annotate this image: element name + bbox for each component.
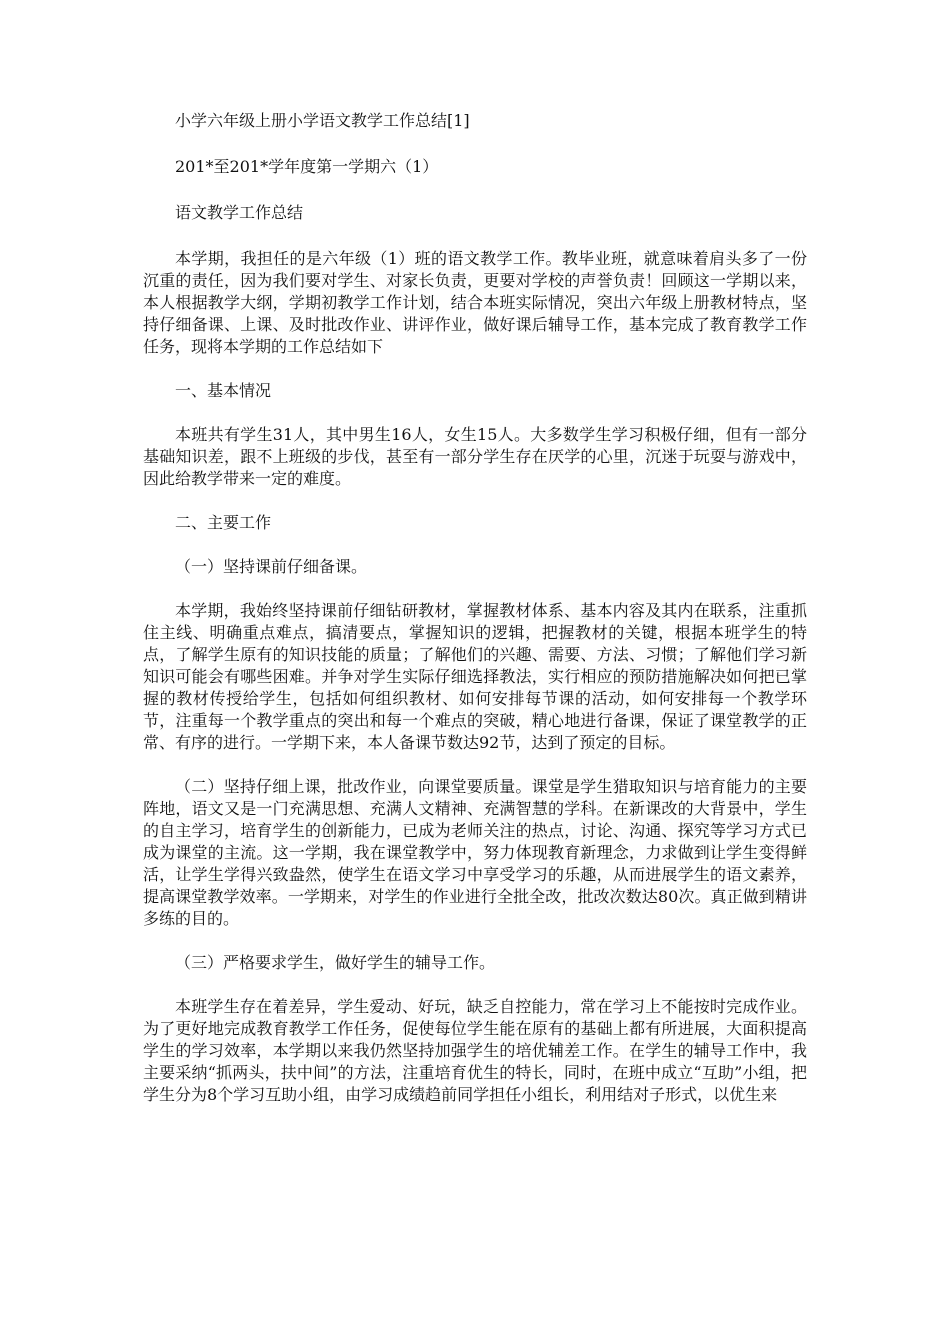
section-heading-main-work: 二、主要工作 <box>175 513 272 532</box>
document-subtitle: 201*至201*学年度第一学期六（1） <box>175 157 439 176</box>
paragraph-class-work: （二）坚持仔细上课，批改作业，向课堂要质量。课堂是学生猎取知识与培育能力的主要阵地，语文又是一门充满思想、充满人文精神、充满智慧的学科。在新课改的大背景中，学生的自主学习，培育学生的创新能力，已成为老师关注的热点，讨论、沟通、探究等学习方式已成为课堂的主流。这一学期，我在课堂教学中，努力体现教育新理念，力求做到让学生变得鲜活，让学生学得兴致盎然，使学生在语文学习中享受学习的乐趣，从而进展学生的语文素养，提高课堂教学效率。一学期来，对学生的作业进行全批全改，批改次数达80次。真正做到精讲多练的目的。 <box>143 777 807 928</box>
paragraph-tutoring: 本班学生存在着差异，学生爱动、好玩，缺乏自控能力，常在学习上不能按时完成作业。为了更好地完成教育教学工作任务，促使每位学生能在原有的基础上都有所进展，大面积提高学生的学习效率，本学期以来我仍然坚持加强学生的培优辅差工作。在学生的辅导工作中，我主要采纳“抓两头，扶中间”的方法，注重培育优生的特长，同时，在班中成立“互助”小组，把学生分为8个学习互助小组，由学习成绩趋前同学担任小组长，利用结对子形式，以优生来 <box>143 997 807 1104</box>
paragraph-prep: 本学期，我始终坚持课前仔细钻研教材，掌握教材体系、基本内容及其内在联系，注重抓住主线、明确重点难点，搞清要点，掌握知识的逻辑，把握教材的关键，根据本班学生的特点，了解学生原有的知识技能的质量；了解他们的兴趣、需要、方法、习惯；了解他们学习新知识可能会有哪些困难。并争对学生实际仔细选择教法，实行相应的预防措施解决如何把已掌握的教材传授给学生，包括如何组织教材、如何安排每节课的活动，如何安排每一个教学环节，注重每一个教学重点的突出和每一个难点的突破，精心地进行备课，保证了课堂教学的正常、有序的进行。一学期下来，本人备课节数达92节，达到了预定的目标。 <box>143 601 807 752</box>
subsection-heading-prep: （一）坚持课前仔细备课。 <box>175 557 368 576</box>
subsection-heading-tutoring: （三）严格要求学生，做好学生的辅导工作。 <box>175 953 496 972</box>
document-subtitle-2: 语文教学工作总结 <box>175 203 304 222</box>
paragraph-intro: 本学期，我担任的是六年级（1）班的语文教学工作。教毕业班，就意味着肩头多了一份沉重的责任，因为我们要对学生、对家长负责，更要对学校的声誉负责！回顾这一学期以来，本人根据教学大纲，学期初教学工作计划，结合本班实际情况，突出六年级上册教材特点，坚持仔细备课、上课、及时批改作业、讲评作业，做好课后辅导工作，基本完成了教育教学工作任务，现将本学期的工作总结如下 <box>143 249 807 356</box>
paragraph-basic-situation: 本班共有学生31人，其中男生16人，女生15人。大多数学生学习积极仔细，但有一部分基础知识差，跟不上班级的步伐，甚至有一部分学生存在厌学的心里，沉迷于玩耍与游戏中，因此给教学带来一定的难度。 <box>143 425 807 488</box>
document-title: 小学六年级上册小学语文教学工作总结[1] <box>175 111 470 130</box>
document-page <box>143 110 807 1128</box>
section-heading-basic: 一、基本情况 <box>175 381 272 400</box>
